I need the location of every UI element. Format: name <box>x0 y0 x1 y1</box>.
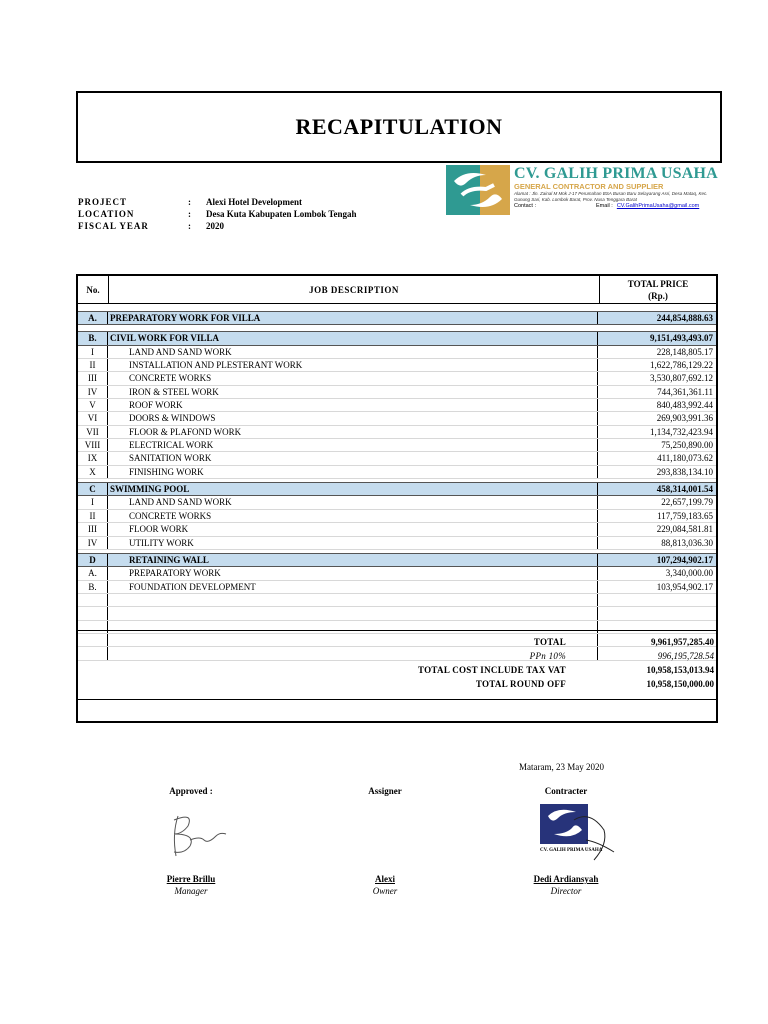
empty-desc <box>110 594 598 606</box>
item-description: ROOF WORK <box>110 399 598 411</box>
section-total: 458,314,001.54 <box>656 484 713 495</box>
item-description: DOORS & WINDOWS <box>110 412 598 424</box>
item-description: PREPARATORY WORK <box>110 567 598 579</box>
header-price-line2: (Rp.) <box>648 291 668 301</box>
approved-role-label: Approved : <box>169 786 213 796</box>
contractor-role-label: Contracter <box>544 786 588 796</box>
stamp-text: CV. GALIH PRIMA USAHA <box>540 848 603 853</box>
item-no: III <box>78 372 108 384</box>
contractor-role <box>506 786 626 796</box>
item-description: CONCRETE WORKS <box>110 372 598 384</box>
total-label: TOTAL <box>533 637 566 647</box>
item-no: IX <box>78 452 108 464</box>
item-description: FLOOR & PLAFOND WORK <box>110 426 598 438</box>
section-row <box>78 482 716 496</box>
item-no: VI <box>78 412 108 424</box>
section-total: 244,854,888.63 <box>656 313 713 323</box>
section-total: 107,294,902.17 <box>656 554 713 565</box>
colon: : <box>188 197 191 207</box>
round-off-row <box>78 677 716 691</box>
item-no: VIII <box>78 439 108 451</box>
item-price: 22,657,199.79 <box>661 497 713 508</box>
section-total: 9,151,493,493.07 <box>650 333 713 344</box>
item-no: II <box>78 510 108 522</box>
round-off-value: 10,958,150,000.00 <box>646 679 714 689</box>
total-with-tax-row <box>78 663 716 677</box>
item-price: 88,813,036.30 <box>661 537 713 548</box>
total-row <box>78 635 716 649</box>
approver-title: Manager <box>174 886 208 896</box>
company-emblem-icon <box>446 165 510 215</box>
company-address: Alamat : Jln. Zainal M Mok J-17 Perumahan BSA Busan Baru Selayarang Asri, Desa Mataq, Kec. Gunung Sari, Kab. Lombok Barat, Prov. Nusa Tenggara Barat <box>514 191 708 202</box>
contractor-name: Dedi Ardiansyah <box>533 874 599 884</box>
item-description: SANITATION WORK <box>110 452 598 464</box>
email-link[interactable]: CV.GalihPrimaUsaha@gmail.com <box>616 203 700 209</box>
recap-table <box>76 274 718 723</box>
header-price <box>600 276 716 303</box>
item-no: I <box>78 496 108 508</box>
fiscal-year-value: 2020 <box>206 221 224 231</box>
item-no: B. <box>78 581 108 593</box>
company-name: CV. GALIH PRIMA USAHA <box>514 165 718 182</box>
location-row <box>78 208 357 220</box>
item-description: FLOOR WORK <box>110 523 598 535</box>
table-row <box>78 426 716 439</box>
item-price: 1,134,732,423.94 <box>650 426 713 437</box>
company-contact <box>514 203 720 210</box>
colon: : <box>188 221 191 231</box>
approver-name: Pierre Brillu <box>166 874 216 884</box>
empty-price <box>600 594 713 606</box>
table-row <box>78 412 716 425</box>
item-price: 229,084,581.81 <box>656 524 713 535</box>
company-stamp <box>534 800 620 868</box>
item-description: FOUNDATION DEVELOPMENT <box>110 581 598 593</box>
table-row <box>78 439 716 452</box>
total-value: 9,961,957,285.40 <box>651 637 714 647</box>
project-row <box>78 196 357 208</box>
table-row <box>78 523 716 536</box>
item-price: 75,250,890.00 <box>661 440 713 451</box>
item-no: X <box>78 466 108 478</box>
item-price: 103,954,902.17 <box>656 581 713 592</box>
location-value: Desa Kuta Kabupaten Lombok Tengah <box>206 209 357 219</box>
item-price: 3,340,000.00 <box>665 568 713 579</box>
item-price: 744,361,361.11 <box>657 386 713 397</box>
assigner-title: Owner <box>372 886 398 896</box>
approver-signature-icon <box>160 810 230 860</box>
tax-label: PPn 10% <box>529 651 566 661</box>
item-description: ELECTRICAL WORK <box>110 439 598 451</box>
item-price: 269,903,991.36 <box>656 413 713 424</box>
project-label: PROJECT <box>78 197 128 207</box>
table-row <box>78 386 716 399</box>
section-row <box>78 553 716 567</box>
table-row <box>78 496 716 509</box>
assigner-role <box>325 786 445 796</box>
total-with-tax-value: 10,958,153,013.94 <box>646 665 714 675</box>
page-title: RECAPITULATION <box>295 114 503 139</box>
row-gap <box>78 325 716 328</box>
section-no: D <box>78 554 108 566</box>
item-description: FINISHING WORK <box>110 466 598 478</box>
assigner-role-label: Assigner <box>368 786 402 796</box>
table-row <box>78 452 716 465</box>
signature-date: Mataram, 23 May 2020 <box>519 762 604 772</box>
company-tagline: GENERAL CONTRACTOR AND SUPPLIER <box>514 182 664 191</box>
assigner-name: Alexi <box>375 874 395 884</box>
section-no: A. <box>78 312 108 324</box>
item-no: VII <box>78 426 108 438</box>
contact-label: Contact : <box>514 203 537 209</box>
item-description: INSTALLATION AND PLESTERANT WORK <box>110 359 598 371</box>
empty-no <box>78 594 108 606</box>
section-no: C <box>78 483 108 495</box>
colon: : <box>188 209 191 219</box>
fiscal-year-label: FISCAL YEAR <box>78 221 149 231</box>
tax-value: 996,195,728.54 <box>657 651 714 661</box>
item-price: 228,148,805.17 <box>656 346 713 357</box>
table-header <box>78 276 716 304</box>
table-row <box>78 372 716 385</box>
contractor-title: Director <box>550 886 582 896</box>
title-box <box>76 91 722 163</box>
table-row <box>78 399 716 412</box>
table-row <box>78 346 716 359</box>
stamp-logo-icon <box>534 800 620 868</box>
section-row <box>78 311 716 325</box>
header-price-line1: TOTAL PRICE <box>627 279 689 289</box>
company-text <box>514 165 720 210</box>
item-no: I <box>78 346 108 358</box>
item-no: V <box>78 399 108 411</box>
item-description: CONCRETE WORKS <box>110 510 598 522</box>
section-title: SWIMMING POOL <box>110 483 598 495</box>
item-no: IV <box>78 386 108 398</box>
empty-row <box>78 607 716 620</box>
item-description: UTILITY WORK <box>110 537 598 549</box>
table-row <box>78 537 716 550</box>
item-no: A. <box>78 567 108 579</box>
item-price: 3,530,807,692.12 <box>650 373 713 384</box>
item-price: 411,180,073.62 <box>657 453 713 464</box>
project-value: Alexi Hotel Development <box>206 197 302 207</box>
header-description: JOB DESCRIPTION <box>109 276 600 303</box>
item-no: II <box>78 359 108 371</box>
location-label: LOCATION <box>78 209 135 219</box>
empty-no <box>78 607 108 619</box>
table-row <box>78 466 716 479</box>
section-title: RETAINING WALL <box>110 554 598 566</box>
item-description: LAND AND SAND WORK <box>110 496 598 508</box>
section-title: CIVIL WORK FOR VILLA <box>110 332 598 344</box>
total-with-tax-label: TOTAL COST INCLUDE TAX VAT <box>417 665 566 675</box>
item-price: 840,483,992.44 <box>656 400 713 411</box>
item-price: 293,838,134.10 <box>656 466 713 477</box>
section-row <box>78 331 716 345</box>
email-label: Email : <box>596 203 613 209</box>
empty-row <box>78 594 716 607</box>
item-no: III <box>78 523 108 535</box>
item-description: LAND AND SAND WORK <box>110 346 598 358</box>
totals-block <box>78 630 716 700</box>
item-description: IRON & STEEL WORK <box>110 386 598 398</box>
section-title: PREPARATORY WORK FOR VILLA <box>110 312 598 324</box>
header-no: No. <box>78 276 109 303</box>
empty-desc <box>110 607 598 619</box>
table-body <box>78 308 716 661</box>
item-price: 1,622,786,129.22 <box>650 360 713 371</box>
section-no: B. <box>78 332 108 344</box>
round-off-label: TOTAL ROUND OFF <box>475 679 566 689</box>
table-row <box>78 581 716 594</box>
table-row <box>78 510 716 523</box>
tax-row <box>78 649 716 663</box>
table-row <box>78 567 716 580</box>
empty-price <box>600 607 713 619</box>
table-row <box>78 359 716 372</box>
company-logo <box>446 165 720 215</box>
approved-role <box>131 786 251 796</box>
item-no: IV <box>78 537 108 549</box>
project-info <box>78 196 357 232</box>
item-price: 117,759,183.65 <box>657 510 713 521</box>
fiscal-year-row <box>78 220 357 232</box>
